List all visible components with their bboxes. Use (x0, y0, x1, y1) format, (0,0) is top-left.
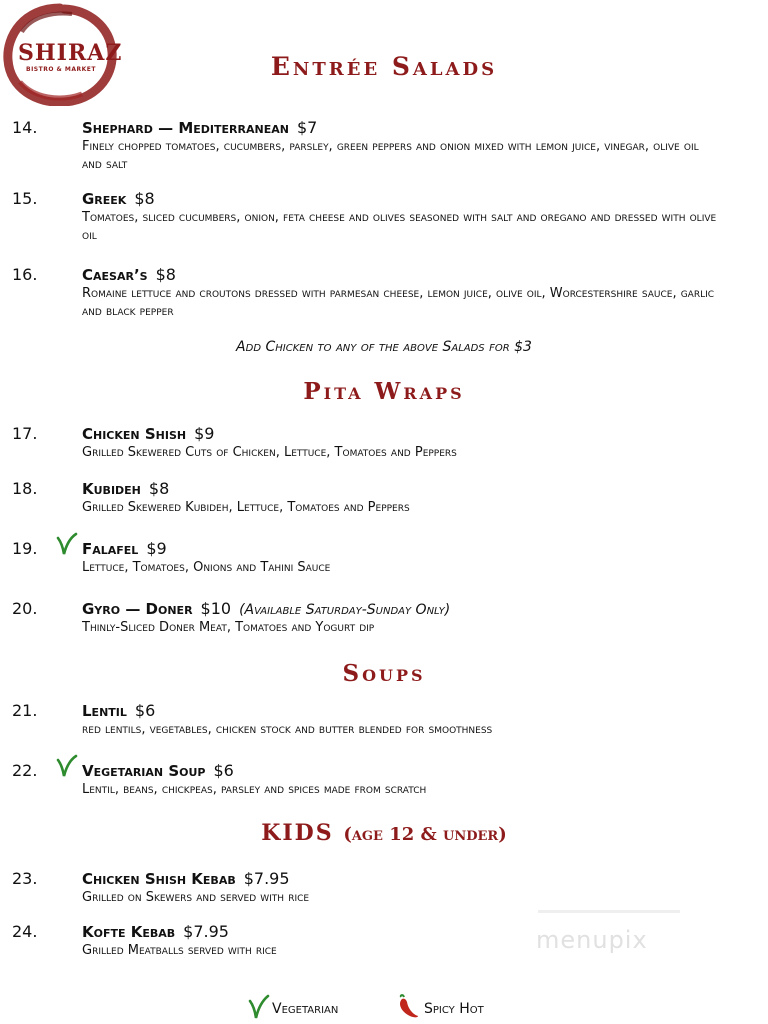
item-number: 18. (12, 479, 38, 498)
item-name: Chicken Shish Kebab (82, 870, 236, 888)
item-price: $8 (155, 265, 176, 284)
item-description: red lentils, vegetables, chicken stock and butter blended for smoothness (82, 722, 493, 737)
item-number: 22. (12, 761, 38, 780)
item-name: Falafel (82, 540, 139, 558)
item-number: 14. (12, 118, 38, 137)
item-name: Vegetarian Soup (82, 762, 206, 780)
vegetarian-leaf-icon (56, 532, 78, 556)
menu-item-title (82, 761, 234, 780)
item-name: Chicken Shish (82, 425, 187, 443)
vegetarian-leaf-icon (56, 754, 78, 778)
item-number: 15. (12, 189, 38, 208)
item-number: 23. (12, 869, 38, 888)
item-price: $8 (134, 189, 155, 208)
menu-item-title (82, 922, 229, 941)
item-description: Lentil, beans, chickpeas, parsley and spices made from scratch (82, 782, 427, 797)
item-number: 16. (12, 265, 38, 284)
item-price: $10 (200, 599, 232, 618)
legend-vegetarian-label: Vegetarian (272, 1001, 339, 1017)
item-name: Shephard — Mediterranean (82, 119, 289, 137)
item-number: 21. (12, 701, 38, 720)
section-title-salads: Entrée Salads (270, 52, 498, 81)
vegetarian-leaf-icon (248, 994, 270, 1020)
item-price: $6 (134, 701, 156, 720)
item-price: $7.95 (243, 869, 290, 888)
menu-item-title (82, 599, 450, 618)
item-description: Grilled Meatballs served with rice (82, 943, 277, 958)
item-description: Tomatoes, sliced cucumbers, onion, feta cheese and olives seasoned with salt and oregano and dressed with olive oil (82, 210, 717, 243)
item-number: 19. (12, 539, 38, 558)
item-description: Lettuce, Tomatoes, Onions and Tahini Sauce (82, 560, 331, 575)
menu-item-title (82, 539, 167, 558)
section-title-wraps: Pita Wraps (303, 378, 465, 405)
logo-tagline: BISTRO & MARKET (26, 66, 96, 73)
menu-item-title (82, 189, 155, 208)
menu-item-title (82, 479, 169, 498)
menu-item-title (82, 265, 176, 284)
availability-note: (Available Saturday-Sunday Only) (239, 602, 451, 618)
item-description: Thinly-Sliced Doner Meat, Tomatoes and Yogurt dip (82, 620, 375, 635)
item-number: 24. (12, 922, 38, 941)
item-name: Kofte Kebab (82, 923, 176, 941)
legend-spicy-label: Spicy Hot (424, 1001, 484, 1017)
item-name: Kubideh (82, 480, 141, 498)
chili-pepper-icon (396, 994, 420, 1020)
menu-item-title (82, 869, 290, 888)
item-price: $6 (213, 761, 234, 780)
kids-title: KIDS (261, 820, 334, 846)
item-price: $8 (148, 479, 170, 498)
item-price: $9 (146, 539, 167, 558)
item-description: Grilled Skewered Cuts of Chicken, Lettuce, Tomatoes and Peppers (82, 445, 457, 460)
watermark-decoration (538, 910, 680, 913)
menu-item-title (82, 701, 155, 720)
menu-item-title (82, 118, 317, 137)
item-name: Greek (82, 190, 127, 208)
item-description: Romaine lettuce and croutons dressed with parmesan cheese, lemon juice, olive oil, Worcestershire sauce, garlic and black pepper (82, 286, 715, 319)
kids-age-note: (age 12 & under) (343, 824, 507, 845)
item-description: Grilled Skewered Kubideh, Lettuce, Tomatoes and Peppers (82, 500, 410, 515)
item-price: $9 (194, 424, 215, 443)
item-price: $7 (296, 118, 318, 137)
item-name: Lentil (82, 702, 127, 720)
logo-wordmark: SHIRAZ (18, 40, 123, 66)
item-price: $7.95 (183, 922, 229, 941)
item-number: 20. (12, 599, 38, 618)
item-description: Finely chopped tomatoes, cucumbers, parsley, green peppers and onion mixed with lemon juice, vinegar, olive oil and salt (82, 139, 699, 172)
section-title-kids (0, 820, 768, 846)
item-number: 17. (12, 424, 38, 443)
legend (248, 994, 548, 1022)
item-name: Caesar’s (82, 266, 148, 284)
section-title-soups: Soups (342, 660, 426, 687)
menu-item-title (82, 424, 214, 443)
item-description: Grilled on Skewers and served with rice (82, 890, 310, 905)
menupix-watermark: menupix (536, 926, 648, 954)
add-chicken-note: Add Chicken to any of the above Salads for $3 (236, 339, 532, 355)
item-name: Gyro — Doner (82, 600, 193, 618)
